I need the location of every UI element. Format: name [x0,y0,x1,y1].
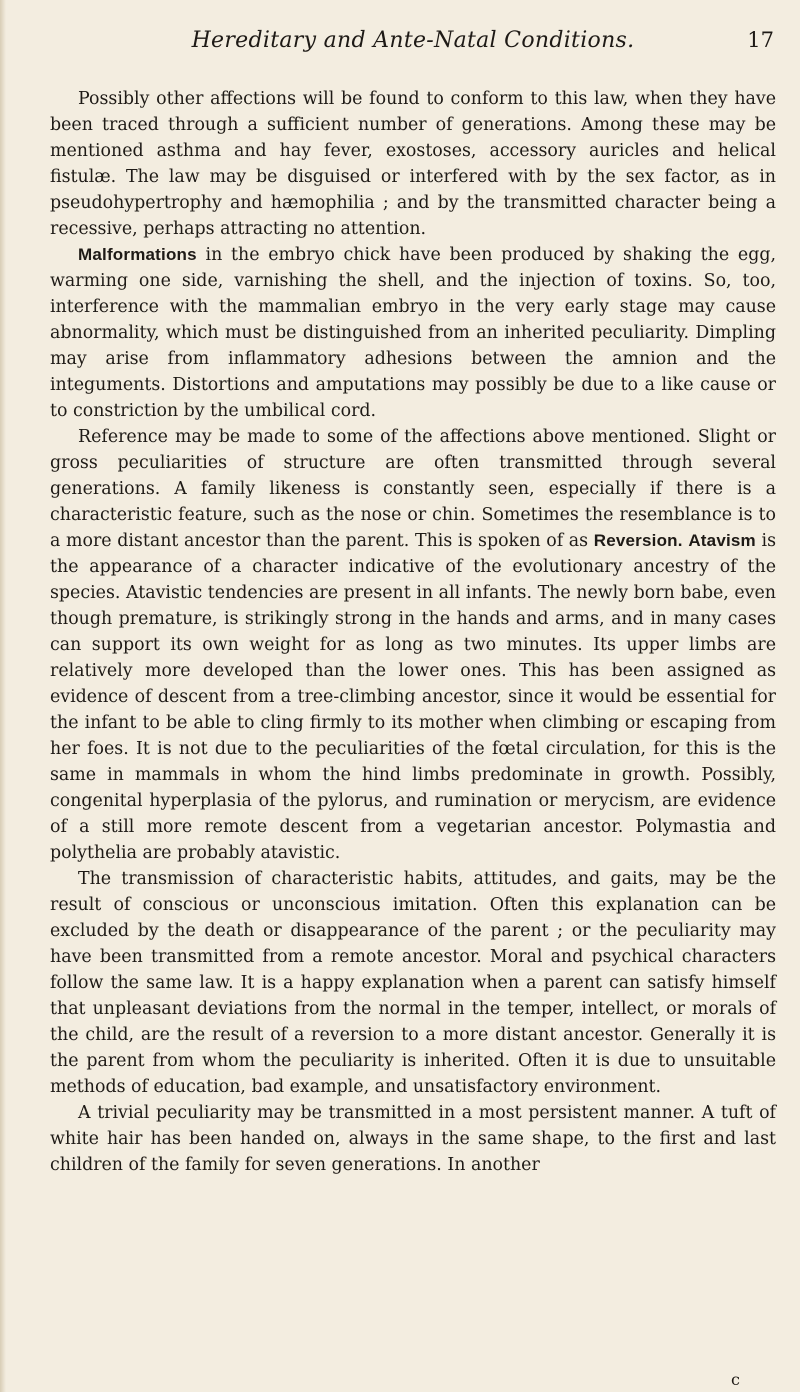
paragraph-1-text: Possibly other affections will be found to conform to this law, when they have been traced through a sufficient number of generations. Among these may be mentioned asthma and hay fever, exostoses, accessory auricles and helical fistulæ. The law may be disguised or interfered with by the sex factor, as in pseudohypertrophy and hæmophilia ; and by the transmitted character being a recessive, perhaps attracting no attention. [50,89,776,239]
paragraph-3-text: Reference may be made to some of the affections above mentioned. Slight or gross peculiarities of structure are often transmitted through several generations. A family likeness is constantly seen, especially if there is a characteristic feature, such as the nose or chin. Sometimes the resemblance is to a more distant ancestor than the parent. This is spoken of as [50,427,776,551]
paragraph-3 [50,424,776,866]
page-edge-shadow [0,0,6,1392]
book-page [50,28,776,1178]
paragraph-5 [50,1100,776,1178]
sidehead-reversion: Reversion. [593,531,683,550]
paragraph-2-text: in the embryo chick have been produced by shaking the egg, warming one side, varnishing the shell, and the injection of toxins. So, too, interference with the mammalian embryo in the very early stage may cause abnormality, which must be distinguished from an inherited peculiarity. Dimpling may arise from inflammatory adhesions between the amnion and the integuments. Distortions and amputations may possibly be due to a like cause or to constriction by the umbilical cord. [50,245,776,421]
body-text [50,86,776,1178]
paragraph-2 [50,242,776,424]
paragraph-5-text: A trivial peculiarity may be transmitted in a most persistent manner. A tuft of white hair has been handed on, always in the same shape, to the first and last children of the family for seven generations. In another [50,1103,776,1175]
paragraph-1 [50,86,776,242]
page-number: 17 [747,28,774,52]
signature-mark: c [731,1370,740,1389]
paragraph-3-text-continued: is the appearance of a character indicative of the evolutionary ancestry of the species. Atavistic tendencies are present in all infants. The newly born babe, even though premature, is strikingly strong in the hands and arms, and in many cases can support its own weight for as long as two minutes. Its upper limbs are relatively more developed than the lower ones. This has been assigned as evidence of descent from a tree-climbing ancestor, since it would be essential for the infant to be able to cling firmly to its mother when climbing or escaping from her foes. It is not due to the peculiarities of the fœtal circulation, for this is the same in mammals in whom the hind limbs predominate in growth. Possibly, congenital hyperplasia of the pylorus, and rumination or merycism, are evidence of a still more remote descent from a vegetarian ancestor. Polymastia and polythelia are probably atavistic. [50,531,777,863]
running-head: Hereditary and Ante-Natal Conditions. [191,28,635,53]
sidehead-atavism: Atavism [688,531,756,550]
sidehead-malformations: Malformations [78,245,197,264]
paragraph-4-text: The transmission of characteristic habits, attitudes, and gaits, may be the result of conscious or unconscious imitation. Often this explanation can be excluded by the death or disappearance of the parent ; or the peculiarity may have been transmitted from a remote ancestor. Moral and psychical characters follow the same law. It is a happy explanation when a parent can satisfy himself that unpleasant deviations from the normal in the temper, intellect, or morals of the child, are the result of a reversion to a more distant ancestor. Generally it is the parent from whom the peculiarity is inherited. Often it is due to unsuitable methods of education, bad example, and unsatisfactory environment. [50,869,776,1097]
paragraph-4 [50,866,776,1100]
page-header [50,28,776,68]
